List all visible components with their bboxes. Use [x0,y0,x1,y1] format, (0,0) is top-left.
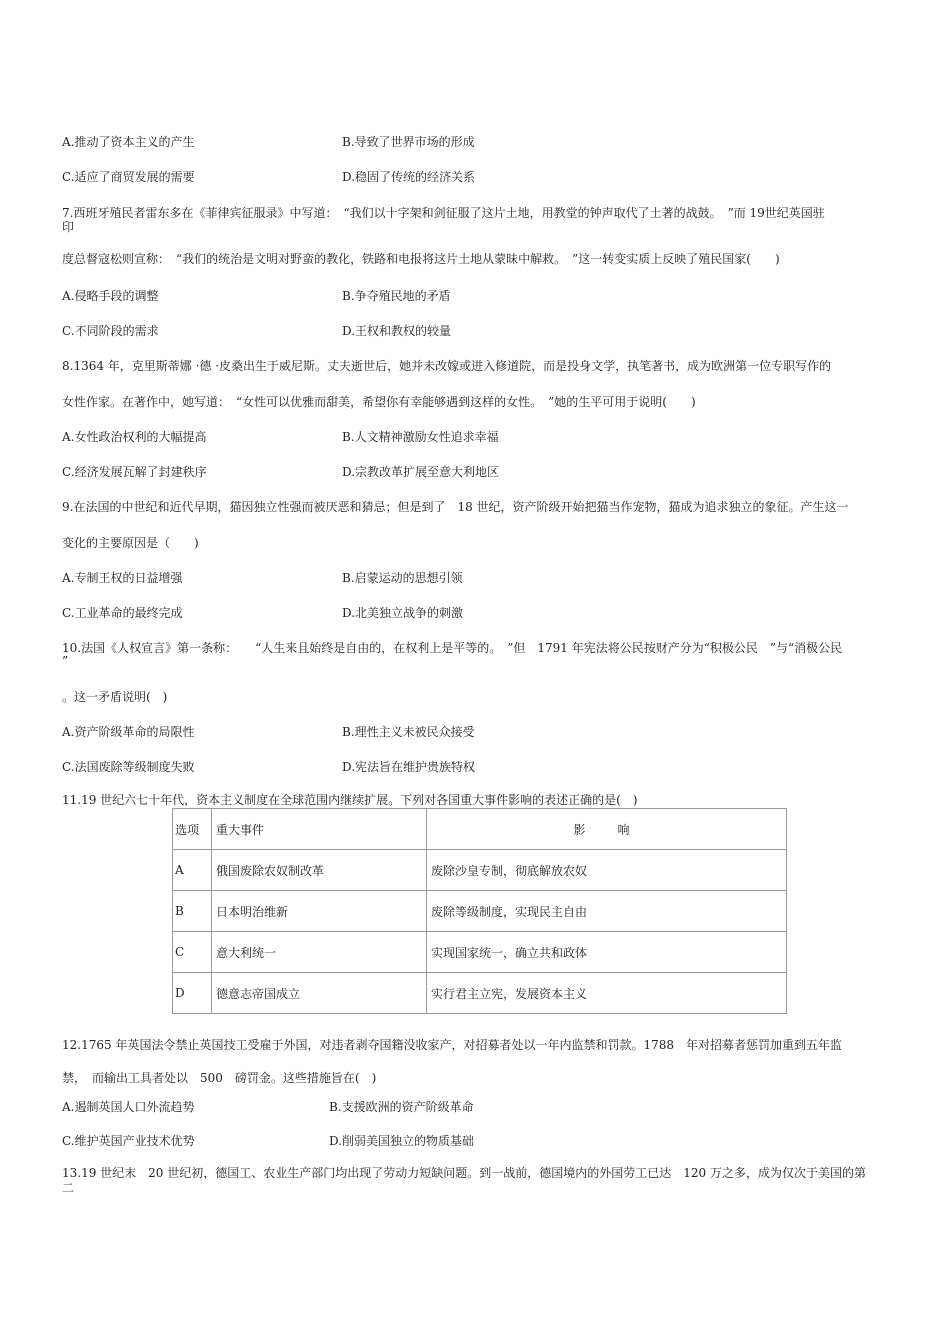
table-cell: 实行君主立宪，发展资本主义 [427,973,787,1014]
q8-option-c: C.经济发展瓦解了封建秩序 [62,465,207,479]
q9-option-b: B.启蒙运动的思想引领 [342,571,463,585]
table-header-cell: 影 响 [427,809,787,850]
q7-option-b: B.争夺殖民地的矛盾 [342,289,451,303]
q10-option-c: C.法国废除等级制度失败 [62,760,195,774]
table-cell: 俄国废除农奴制改革 [212,850,427,891]
q8-option-b: B.人文精神激励女性追求幸福 [342,430,499,444]
table-cell: 废除等级制度，实现民主自由 [427,891,787,932]
q13-stem-line-2: 二 [62,1181,75,1195]
q11-events-table [172,808,787,1014]
q12-stem-line-2: 禁， 而输出工具者处以 500 磅罚金。这些措施旨在( ) [62,1071,377,1085]
q10-option-b: B.理性主义未被民众接受 [342,725,475,739]
q7-stem-line-3: 度总督寇松则宣称： “我们的统治是文明对野蛮的教化，铁路和电报将这片土地从蒙昧中解救。 ”这一转变实质上反映了殖民国家( ) [62,252,780,266]
table-header-cell: 重大事件 [212,809,427,850]
q9-stem-line-1: 9.在法国的中世纪和近代早期，猫因独立性强而被厌恶和猜忌；但是到了 18 世纪，资产阶级开始把猫当作宠物，猫成为追求独立的象征。产生这一 [62,500,849,514]
table-cell: A [173,850,212,891]
table-cell: 实现国家统一，确立共和政体 [427,932,787,973]
q10-stem-line-2: ” [62,654,69,668]
table-cell: B [173,891,212,932]
table-header-row [173,809,787,850]
q10-option-a: A.资产阶级革命的局限性 [62,725,195,739]
q12-option-d: D.削弱美国独立的物质基础 [329,1134,475,1148]
q12-option-a: A.遏制英国人口外流趋势 [62,1100,195,1114]
q13-stem-line-1: 13.19 世纪末 20 世纪初，德国工、农业生产部门均出现了劳动力短缺问题。到一战前，德国境内的外国劳工已达 120 万之多，成为仅次于美国的第 [62,1166,866,1180]
q7-option-d: D.王权和教权的较量 [342,324,452,338]
table-cell: C [173,932,212,973]
q12-option-b: B.支援欧洲的资产阶级革命 [329,1100,474,1114]
q7-option-c: C.不同阶段的需求 [62,324,159,338]
table-row [173,891,787,932]
q8-stem-line-1: 8.1364 年，克里斯蒂娜 ·德 ·皮桑出生于威尼斯。丈夫逝世后，她并未改嫁或进入修道院，而是投身文学，执笔著书，成为欧洲第一位专职写作的 [62,359,832,373]
q6-option-c: C.适应了商贸发展的需要 [62,170,195,184]
q6-option-b: B.导致了世界市场的形成 [342,135,475,149]
q8-stem-line-2: 女性作家。在著作中，她写道： “女性可以优雅而甜美，希望你有幸能够遇到这样的女性。 ”她的生平可用于说明( ) [62,395,696,409]
table-cell: D [173,973,212,1014]
q7-option-a: A.侵略手段的调整 [62,289,159,303]
table-cell: 日本明治维新 [212,891,427,932]
table-header-cell: 选项 [173,809,212,850]
q10-stem-line-3: 。这一矛盾说明( ) [62,690,168,704]
q10-option-d: D.宪法旨在维护贵族特权 [342,760,476,774]
table-row [173,973,787,1014]
q9-option-d: D.北美独立战争的刺激 [342,606,464,620]
table-row [173,932,787,973]
q9-stem-line-2: 变化的主要原因是（ ) [62,536,199,550]
q10-stem-line-1: 10.法国《人权宣言》第一条称： “人生来且始终是自由的，在权利上是平等的。 ”但 1791 年宪法将公民按财产分为“积极公民 ”与“消极公民 [62,641,843,655]
q7-stem-line-2: 印 [62,220,75,234]
q12-stem-line-1: 12.1765 年英国法令禁止英国技工受雇于外国，对违者剥夺国籍没收家产，对招募者处以一年内监禁和罚款。1788 年对招募者惩罚加重到五年监 [62,1038,842,1052]
table-cell: 德意志帝国成立 [212,973,427,1014]
table-cell: 废除沙皇专制，彻底解放农奴 [427,850,787,891]
q9-option-c: C.工业革命的最终完成 [62,606,183,620]
q12-option-c: C.维护英国产业技术优势 [62,1134,195,1148]
q6-option-d: D.稳固了传统的经济关系 [342,170,476,184]
q8-option-d: D.宗教改革扩展至意大利地区 [342,465,500,479]
q8-option-a: A.女性政治权利的大幅提高 [62,430,207,444]
table-row [173,850,787,891]
q9-option-a: A.专制王权的日益增强 [62,571,183,585]
q11-stem: 11.19 世纪六七十年代，资本主义制度在全球范围内继续扩展。下列对各国重大事件影响的表述正确的是( ) [62,793,638,807]
q7-stem-line-1: 7.西班牙殖民者雷东多在《菲律宾征服录》中写道： “我们以十字架和剑征服了这片土地，用教堂的钟声取代了土著的战鼓。 ”而 19世纪英国驻 [62,206,825,220]
table-cell: 意大利统一 [212,932,427,973]
q6-option-a: A.推动了资本主义的产生 [62,135,195,149]
